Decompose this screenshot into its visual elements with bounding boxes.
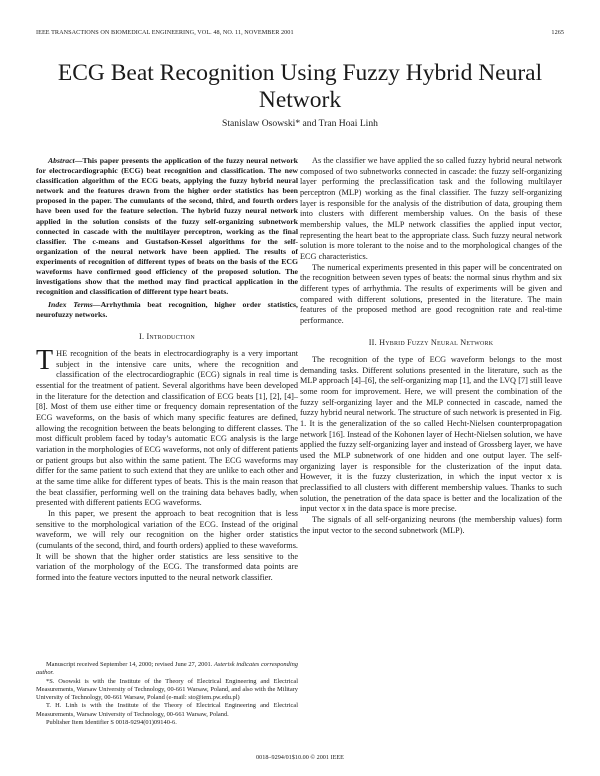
index-terms-label: Index Terms—: [48, 300, 101, 310]
index-terms-text: Arrhythmia beat recognition, higher order statistics, neurofuzzy networks.: [36, 300, 298, 320]
right-column: [300, 156, 562, 536]
index-terms: [36, 300, 298, 320]
footnote-osowski: *S. Osowski is with the Institute of the Theory of Electrical Engineering and Electrical Measurements, Warsaw University of Technology, 00-661 Warsaw, Poland, and also with the Military University of Technology, 00-661 Warsaw, Poland (e-mail: sto@iem.pw.edu.pl): [36, 677, 298, 702]
footnote-linh: T. H. Linh is with the Institute of the Theory of Electrical Engineering and Electrical Measurements, Warsaw University of Technology, 00-661 Warsaw, Poland.: [36, 702, 298, 718]
paper-authors: Stanislaw Osowski* and Tran Hoai Linh: [222, 118, 378, 129]
left-column: [36, 156, 298, 584]
footnote-asterisk-note: Asterisk indicates corresponding author.: [36, 661, 298, 677]
intro-paragraph-1-text: HE recognition of the beats in electrocardiography is a very important subject in the intensive care units, where the recognition and classification of the electrocardiographic (ECG) signals in real time is essential for the treatment of patient. Several algorithms have been developed in the literature for the detection and classification of ECG beats [1], [2], [4]–[8]. Most of them use either time or frequency domain representation of the ECG waveforms, on the basis of which many specific features are defined, allowing the recognition between the beats belonging to different classes. The most difficult problem faced by today’s automatic ECG analysis is the large variation in the morphologies of ECG waveforms, not only of different patients or patient groups but also within the same patient. The ECG waveforms may differ for the same patient to such extend that they are unlike to each other and at the same time alike for different types of beats. This is the main reason that the beat classifier, performing well on the training data behaves badly, when presented with different patients ECG waveforms.: [36, 349, 298, 508]
footnote-manuscript-text: Manuscript received September 14, 2000; revised June 27, 2001.: [46, 661, 214, 668]
section2-paragraph-1: The recognition of the type of ECG waveform belongs to the most demanding tasks. Different solutions presented in the literature, such as the MLP approach [4]–[6], the self-organizing map [1], and the LVQ [7] still leave some room for improvement. Here, we will present the combination of the fuzzy self-organizing layer and the MLP connected in cascade, named the fuzzy hybrid neural network. The structure of such network is presented in Fig. 1. It is the generalization of the so called Hecht-Nielsen counterpropagation network [16]. Instead of the Kohonen layer of Hecht-Nielsen solution, we have applied the fuzzy self-organizing layer and instead of Grossberg layer, we have used the MLP subnetwork of one hidden and one output layer. The self-organizing layer is responsible for the clusterization of the input data. However, it is the fuzzy clusterization, in which the input vector x is preclassified to all clusters with different membership values. Thanks to such solution, the penetration of the data space is better and the localization of the input vector x in the data space is more precise.: [300, 355, 562, 514]
section-numeral: I.: [139, 331, 147, 341]
journal-name: IEEE TRANSACTIONS ON BIOMEDICAL ENGINEERING, VOL. 48, NO. 11, NOVEMBER 2001: [36, 29, 294, 36]
copyright-line: 0018–9294/01$10.00 © 2001 IEEE: [256, 754, 344, 761]
section-heading-introduction: [36, 332, 298, 343]
footnotes: [36, 661, 298, 727]
intro-paragraph-3: As the classifier we have applied the so called fuzzy hybrid neural network composed of two subnetworks connected in cascade: the fuzzy self-organizing layer performing the preclassification task and the following multilayer perceptron (MLP) working as the final classifier. The fuzzy self-organizing layer is responsible for the analysis of the distribution of data, grouping them into clusters with different membership values. On the basis of these membership values, the MLP network classifies the applied input vector, representing the heart beat to the appropriate class. Such fuzzy neural network solution is more tolerant to the noise and to the morphological changes of the ECG characteristics.: [300, 156, 562, 261]
section-name: Introduction: [146, 331, 195, 341]
intro-paragraph-2: [36, 509, 298, 584]
intro-paragraph-1: [36, 345, 298, 509]
footnote-publisher-id: Publisher Item Identifier S 0018-9294(01)09140-6.: [46, 719, 177, 727]
abstract-text: This paper presents the application of the fuzzy neural network for electrocardiographic (ECG) beat recognition and classification. The new classification algorithm of the ECG beats, applying the fuzzy hybrid neural network and the features drawn from the higher order statistics has been proposed in the paper. The cumulants of the second, third, and fourth orders have been used for the feature selection. The hybrid fuzzy neural network applied in the solution consists of the fuzzy self-organizing subnetwork connected in cascade with the multilayer perceptron, working as the final classifier. The c-means and Gustafson-Kessel algorithms for the self-organization of the neural network have been applied. The results of experiments of recognition of different types of beats on the basis of the ECG waveforms have confirmed good efficiency of the proposed solution. The investigations show that the method may find practical application in the recognition and classification of different type heart beats.: [36, 156, 298, 297]
intro-paragraph-4: The numerical experiments presented in this paper will be concentrated on the recognition between seven types of beats: the normal sinus rhythm and six different types of arrhythmia. The results of experiments will be given and compared with different solutions, presented in the literature. The main features of the proposed method are good recognition rate and real-time performance.: [300, 262, 562, 325]
section2-paragraph-2: The signals of all self-organizing neurons (the membership values) form the input vector to the second subnetwork (MLP).: [300, 515, 562, 535]
section-heading-hybrid: [300, 338, 562, 349]
drop-cap: T: [36, 345, 54, 377]
abstract-label: Abstract—: [48, 156, 83, 165]
footnote-manuscript: [36, 661, 298, 678]
abstract: [36, 156, 298, 297]
intro-paragraph-2-text: In this paper, we present the approach to beat recognition that is less sensitive to the morphological variation of the ECG. Instead of the original waveform, we will rely our recognition on the higher order statistics (cumulants of the second, third, and fourth orders) applied to these waveforms. It will be shown that the higher order statistics are less sensitive to the variation of the morphology of the ECG. The transformed data points are formed into the feature vectors inputted to the neural network classifier.: [36, 509, 298, 582]
section-numeral: II.: [368, 337, 380, 347]
section-name: Hybrid Fuzzy Neural Network: [379, 337, 494, 347]
running-header: [36, 29, 564, 39]
page-number: 1265: [551, 29, 564, 36]
paper-title: ECG Beat Recognition Using Fuzzy Hybrid Neural Network: [57, 60, 543, 113]
